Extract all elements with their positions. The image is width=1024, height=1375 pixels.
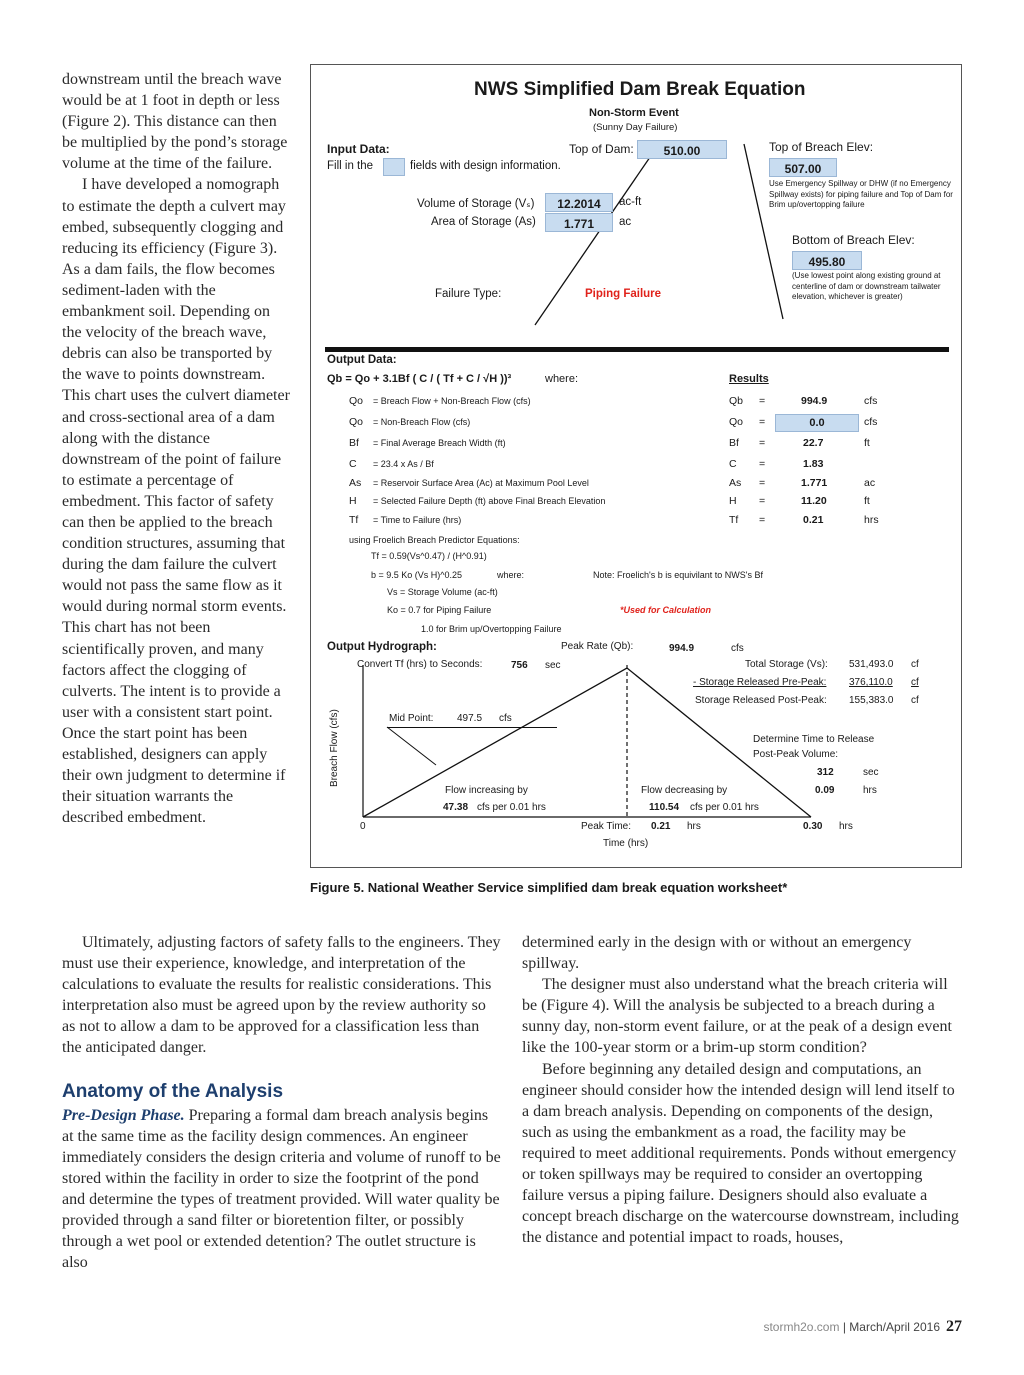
froelich-eq2: b = 9.5 Ko (Vs H)^0.25 [371, 570, 463, 580]
variable-desc: = Final Average Breach Width (ft) [373, 438, 506, 448]
variable-desc: = Time to Failure (hrs) [373, 515, 462, 525]
run-in-heading: Pre-Design Phase. [62, 1106, 185, 1124]
top-of-dam-field[interactable]: 510.00 [637, 140, 727, 159]
result-symbol: Bf [729, 437, 739, 449]
result-as: 1.771 [801, 477, 828, 489]
bottom-breach-label: Bottom of Breach Elev: [792, 233, 915, 247]
footer-site[interactable]: stormh2o.com [763, 1320, 840, 1334]
peak-rate-unit: cfs [731, 643, 744, 654]
result-unit: ft [864, 437, 870, 449]
determine-time-label-2: Post-Peak Volume: [753, 749, 839, 760]
pre-peak-label: - Storage Released Pre-Peak: [693, 677, 827, 688]
ko-definition: Ko = 0.7 for Piping Failure [387, 605, 492, 615]
flow-increasing-label: Flow increasing by [445, 785, 528, 796]
variable-symbol: Bf [349, 437, 359, 449]
variable-symbol: C [349, 458, 357, 470]
paragraph: I have developed a nomograph to estimate the depth a culvert may embed, subsequently clogging and reducing its efficiency (Figure 3). As a dam fails, the flow becomes sediment-laden with the embankment soil. Depending on the velocity of the breach wave, debris can also be transported by the wave to points downstream. This chart uses the culvert diameter and cross-sectional area of a dam along with the distance downstream of the point of failure to estimate a percentage of embedment. This factor of safety can then be applied to the breach condition structures, assuming that during the dam failure the culvert would not pass the same flow as it would during normal storm events. This chart has not been scientifically proven, and many factors affect the clogging of culverts. The intent is to provide a user with a consistent start point. Once the start point has been established, designers can apply their own judgment to determine if their situation warrants the described embedment. [62, 176, 290, 827]
result-unit: hrs [864, 514, 879, 526]
flow-decreasing-label: Flow decreasing by [641, 785, 728, 796]
figure-subtitle2: (Sunny Day Failure) [593, 122, 678, 133]
results-label: Results [729, 373, 769, 385]
variable-symbol: H [349, 495, 357, 507]
peak-time-label: Peak Time: [581, 821, 632, 832]
result-symbol: As [729, 477, 742, 489]
convert-unit: sec [545, 660, 561, 671]
result-symbol: H [729, 495, 737, 507]
pre-peak-value: 376,110.0 [849, 677, 893, 688]
area-unit: ac [619, 216, 632, 228]
used-for-calc-note: *Used for Calculation [620, 605, 712, 615]
page-number: 27 [946, 1318, 962, 1335]
mid-point-label: Mid Point: [389, 713, 434, 724]
flow-decreasing-value: 110.54 [649, 802, 680, 813]
determine-hrs-value: 0.09 [815, 785, 835, 796]
result-symbol: C [729, 458, 737, 470]
x-axis-label: Time (hrs) [603, 838, 649, 849]
variable-desc: = Reservoir Surface Area (Ac) at Maximum Pool Level [373, 478, 589, 488]
output-hydrograph-label: Output Hydrograph: [327, 641, 437, 653]
bottom-right-column [522, 932, 962, 1248]
figure-caption: Figure 5. National Weather Service simplified dam break equation worksheet* [310, 880, 788, 895]
flow-increasing-value: 47.38 [443, 802, 469, 813]
bottom-left-column [62, 932, 502, 1273]
variable-desc: = Selected Failure Depth (ft) above Final Breach Elevation [373, 496, 606, 506]
top-breach-field[interactable]: 507.00 [769, 158, 837, 177]
paragraph: Before beginning any detailed design and computations, an engineer should consider how the intended design will lend itself to a dam breach analysis. Depending on components of the design, such as using the embankment as a road, the facility may be required to meet additional requirements. Ponds without emergency or token spillways may be required to consider an overtopping failure versus a piping failure. Designers should also evaluate a concept breach discharge on the watercourse downstream, including the distance and potential impact to roads, houses, [522, 1060, 959, 1247]
froelich-note: Note: Froelich's b is equivilant to NWS's Bf [593, 570, 763, 580]
bottom-breach-field[interactable]: 495.80 [792, 251, 862, 270]
variable-symbol: Tf [349, 514, 359, 526]
variable-desc: = Breach Flow + Non-Breach Flow (cfs) [373, 396, 531, 406]
froelich-label: using Froelich Breach Predictor Equations: [349, 535, 520, 545]
where-label: where: [545, 373, 579, 385]
input-data-label: Input Data: [327, 142, 390, 156]
result-unit: cfs [864, 395, 878, 407]
total-storage-unit: cf [911, 659, 919, 670]
dam-break-worksheet-figure: NWS Simplified Dam Break Equation Non-Storm Event (Sunny Day Failure) Input Data: Fill in the fields with design information. Top of Dam: 510.00 Top of Breach Elev: 507.00 Use Emergency Spillway or DHW (if no Emergency Spillway exists) for piping failure and Top of Dam for Brim up/overtopping failure Volume of Storage (Vₛ) 12.2014 ac-ft Area of Storage (As) 1.771 ac Bottom of Breach Elev: 495.80 (Use lowest point along existing ground at centerline of dam or downstream tailwater elevation, whichever is greater) Failure Type: Piping Failure Output Data: Qb = Qo + 3.1Bf ( C / ( Tf + C / √H ))³ where: Results Qo = Breach Flow + Non-Breach Flow (cfs) Qo = Non-Breach Flow (cfs) Bf = Final Average Breach Width (ft) C = 23.4 x As / Bf As = Reservoir Surface Area (Ac) at Maximum Pool Level H = Selected Failure Depth (ft) above Final Breach Elevation Tf = Time to Failure (hrs) Qb = 994.9 cfs Qo = 0.0 cfs Bf = 22.7 ft C = 1.83 As = 1.771 ac H = 11.20 ft Tf = 0.21 hrs using Froelich Breach Predictor Equations: Tf = 0.59(Vs^0.47) / (H^0.91) b = 9.5 Ko (Vs H)^0.25 where: Note: Froelich's b is equivilant to NWS's Bf Vs = Storage Volume (ac-ft) Ko = 0.7 for Piping Failure *Used for Calculation 1.0 for Brim up/Overtopping Failure Output Hydrograph: Peak Rate (Qb): 994.9 cfs Convert Tf (hrs) to Seconds: 756 sec Total Storage (Vs): 531,493.0 cf - Storage Released Pre-Peak: 376,110.0 cf Storage Released Post-Peak: 155,383.0 cf Mid Point: 497.5 cfs Breach Flow (cfs) Determine Time to Release Post-Peak Volume: 312 sec 0.09 hrs Flow increasing by 47.38 cfs per 0.01 hrs Flow decreasing by 110.54 cfs per 0.01 hrs 0 Peak Time: 0.21 hrs 0.30 hrs Time (hrs) [310, 64, 962, 868]
paragraph: Ultimately, adjusting factors of safety falls to the engineers. They must use their experience, knowledge, and interpretation of the calculations to evaluate the results for realistic considerations. This interpretation also must be agreed upon by the review authority so as not to allow a dam to be approved for a classification less than the anticipated danger. [62, 934, 501, 1057]
output-data-label: Output Data: [327, 354, 397, 366]
variable-symbol: Qo [349, 416, 364, 428]
result-symbol: Tf [729, 514, 739, 526]
fill-in-text-2: fields with design information. [410, 160, 561, 172]
variable-desc: = Non-Breach Flow (cfs) [373, 417, 471, 427]
determine-hrs-unit: hrs [863, 785, 877, 796]
figure-subtitle: Non-Storm Event [589, 107, 679, 119]
result-bf: 22.7 [803, 437, 824, 449]
post-peak-value: 155,383.0 [849, 695, 894, 706]
result-unit: cfs [864, 416, 878, 428]
result-h: 11.20 [801, 495, 827, 507]
peak-rate-label: Peak Rate (Qb): [561, 641, 634, 652]
x-axis-zero: 0 [360, 821, 366, 832]
froelich-eq1: Tf = 0.59(Vs^0.47) / (H^0.91) [371, 551, 487, 561]
vs-definition: Vs = Storage Volume (ac-ft) [387, 587, 498, 597]
result-tf: 0.21 [803, 514, 824, 526]
total-storage-label: Total Storage (Vs): [745, 659, 828, 670]
area-label: Area of Storage (As) [431, 216, 536, 228]
breach-equation: Qb = Qo + 3.1Bf ( C / ( Tf + C / √H ))³ [327, 373, 512, 385]
end-time-unit: hrs [839, 821, 853, 832]
variable-symbol: As [349, 477, 362, 489]
variable-desc: = 23.4 x As / Bf [373, 459, 434, 469]
result-unit: ft [864, 495, 870, 507]
mid-point-underline [387, 727, 557, 728]
total-storage-value: 531,493.0 [849, 659, 894, 670]
figure-title: NWS Simplified Dam Break Equation [474, 79, 806, 100]
y-axis-label: Breach Flow (cfs) [329, 709, 340, 787]
hydrograph-line [363, 668, 811, 817]
volume-unit: ac-ft [619, 196, 642, 208]
flow-decreasing-unit: cfs per 0.01 hrs [690, 802, 759, 813]
paragraph: Pre-Design Phase. Preparing a formal dam breach analysis begins at the same time as the facility design commences. An engineer immediately considers the design criteria and volume of runoff to be stored within the facility in order to size the footprint of the pond and determine the types of treatment provided. Will water quality be provided through a sand filter or bioretention filter, or possibly through a wet pool or extended detention? The outlet structure is also [62, 1106, 501, 1272]
footer-issue: March/April 2016 [849, 1320, 940, 1334]
peak-rate-value: 994.9 [669, 643, 695, 654]
section-heading: Anatomy of the Analysis [62, 1080, 284, 1102]
fill-in-legend-box [383, 158, 405, 176]
variable-symbol: Qo [349, 395, 364, 407]
determine-sec-unit: sec [863, 767, 879, 778]
mid-point-value: 497.5 [457, 713, 483, 724]
post-peak-label: Storage Released Post-Peak: [695, 695, 827, 706]
fill-in-text-1: Fill in the [327, 160, 374, 172]
result-unit: ac [864, 477, 876, 489]
result-qb: 994.9 [801, 395, 828, 407]
result-symbol: Qb [729, 395, 744, 407]
result-c: 1.83 [803, 458, 824, 470]
determine-time-label-1: Determine Time to Release [753, 734, 875, 745]
top-breach-label: Top of Breach Elev: [769, 140, 874, 154]
pre-peak-unit: cf [911, 677, 919, 688]
mid-point-unit: cfs [499, 713, 512, 724]
failure-type-value[interactable]: Piping Failure [585, 288, 662, 300]
peak-time-value: 0.21 [651, 821, 671, 832]
ko-definition-2: 1.0 for Brim up/Overtopping Failure [421, 624, 562, 634]
paragraph: The designer must also understand what the breach criteria will be (Figure 4). Will the analysis be subjected to a breach during a sunny day, non-storm event failure, or at the peak of a design event like the 100-year storm or a brim-up storm condition? [522, 976, 952, 1057]
froelich-where: where: [497, 570, 525, 580]
result-symbol: Qo [729, 416, 744, 428]
area-field[interactable]: 1.771 [545, 213, 613, 232]
page-footer: stormh2o.com | March/April 2016 27 [763, 1318, 962, 1335]
paragraph: downstream until the breach wave would be at 1 foot in depth or less (Figure 2). This distance can then be multiplied by the pond’s storage volume at the time of the failure. [62, 71, 288, 173]
volume-label: Volume of Storage (Vₛ) [417, 198, 535, 210]
paragraph: determined early in the design with or without an emergency spillway. [522, 934, 912, 973]
result-qo-field[interactable]: 0.0 [775, 414, 859, 432]
flow-increasing-unit: cfs per 0.01 hrs [477, 802, 546, 813]
volume-field[interactable]: 12.2014 [545, 193, 613, 212]
top-breach-note: Use Emergency Spillway or DHW (if no Emergency Spillway exists) for piping failure and Top of Dam for Brim up/overtopping failure [769, 179, 953, 209]
peak-time-unit: hrs [687, 821, 701, 832]
top-of-dam-label: Top of Dam: [569, 142, 634, 156]
left-column-text [62, 69, 292, 828]
end-time-value: 0.30 [803, 821, 823, 832]
convert-label: Convert Tf (hrs) to Seconds: [357, 659, 483, 670]
determine-sec-value: 312 [817, 767, 834, 778]
post-peak-unit: cf [911, 695, 919, 706]
bottom-breach-note: (Use lowest point along existing ground at centerline of dam or downstream tailwater elevation, whichever is greater) [792, 271, 941, 301]
failure-type-label: Failure Type: [435, 288, 502, 300]
convert-value: 756 [511, 660, 528, 671]
